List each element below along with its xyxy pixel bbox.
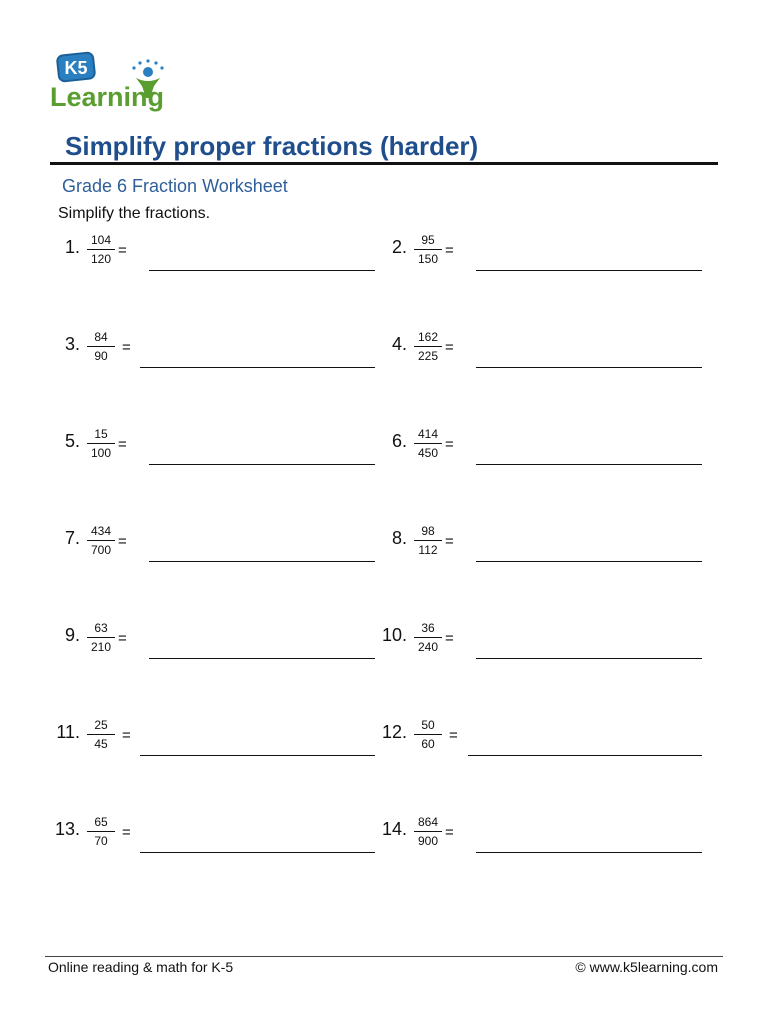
numerator: 25 <box>94 718 108 732</box>
equals-sign: = <box>445 339 454 356</box>
fraction <box>84 524 118 557</box>
denominator: 90 <box>94 349 108 363</box>
fraction <box>411 427 445 460</box>
denominator: 240 <box>417 640 439 654</box>
fraction <box>411 330 445 363</box>
problem-14 <box>377 815 707 859</box>
problem-number: 3. <box>64 334 80 354</box>
logo-badge-text: K5 <box>64 58 88 78</box>
fraction <box>84 718 118 751</box>
numerator: 63 <box>94 621 108 635</box>
fraction <box>84 330 118 363</box>
problem-1 <box>50 233 380 277</box>
problem-7 <box>50 524 380 568</box>
fraction <box>411 524 445 557</box>
equals-sign: = <box>118 242 127 259</box>
problem-13 <box>50 815 380 859</box>
equals-sign: = <box>122 339 131 356</box>
denominator: 450 <box>417 446 439 460</box>
numerator: 50 <box>421 718 435 732</box>
denominator: 700 <box>90 543 112 557</box>
fraction <box>84 815 118 848</box>
numerator: 84 <box>94 330 108 344</box>
footer-tagline: Online reading & math for K-5 <box>48 959 234 975</box>
fraction <box>411 621 445 654</box>
answer-line[interactable] <box>149 270 375 271</box>
problem-11 <box>50 718 380 762</box>
denominator: 225 <box>417 349 439 363</box>
problem-8 <box>377 524 707 568</box>
numerator: 65 <box>94 815 108 829</box>
page-title: Simplify proper fractions (harder) <box>65 131 479 161</box>
answer-line[interactable] <box>468 755 702 756</box>
answer-line[interactable] <box>140 367 375 368</box>
numerator: 15 <box>94 427 108 441</box>
fraction <box>411 233 445 266</box>
denominator: 900 <box>417 834 439 848</box>
answer-line[interactable] <box>476 658 702 659</box>
equals-sign: = <box>122 727 131 744</box>
numerator: 98 <box>421 524 435 538</box>
worksheet-subtitle: Grade 6 Fraction Worksheet <box>62 176 288 196</box>
answer-line[interactable] <box>140 755 375 756</box>
equals-sign: = <box>118 630 127 647</box>
problem-5 <box>50 427 380 471</box>
denominator: 70 <box>94 834 108 848</box>
equals-sign: = <box>445 824 454 841</box>
equals-sign: = <box>449 727 458 744</box>
problem-number: 2. <box>391 237 407 257</box>
denominator: 150 <box>417 252 439 266</box>
denominator: 60 <box>421 737 435 751</box>
denominator: 112 <box>418 543 438 557</box>
problem-number: 14. <box>381 819 407 839</box>
answer-line[interactable] <box>140 852 375 853</box>
equals-sign: = <box>118 533 127 550</box>
answer-line[interactable] <box>149 658 375 659</box>
fraction <box>411 815 445 848</box>
equals-sign: = <box>445 242 454 259</box>
footer-divider <box>45 956 723 957</box>
problem-number: 6. <box>391 431 407 451</box>
problem-9 <box>50 621 380 665</box>
logo-wordmark: Learning <box>50 82 165 112</box>
equals-sign: = <box>445 630 454 647</box>
problem-number: 5. <box>64 431 80 451</box>
equals-sign: = <box>445 533 454 550</box>
problem-number: 7. <box>64 528 80 548</box>
denominator: 120 <box>90 252 112 266</box>
answer-line[interactable] <box>476 367 702 368</box>
answer-line[interactable] <box>149 464 375 465</box>
instruction-text: Simplify the fractions. <box>58 205 211 222</box>
answer-line[interactable] <box>149 561 375 562</box>
problem-number: 1. <box>64 237 80 257</box>
equals-sign: = <box>122 824 131 841</box>
numerator: 864 <box>417 815 439 829</box>
problem-number: 11. <box>56 722 80 742</box>
denominator: 210 <box>90 640 112 654</box>
problem-4 <box>377 330 707 374</box>
denominator: 100 <box>90 446 112 460</box>
problem-number: 12. <box>381 722 407 742</box>
fraction <box>84 233 118 266</box>
equals-sign: = <box>445 436 454 453</box>
problem-number: 4. <box>391 334 407 354</box>
numerator: 36 <box>421 621 435 635</box>
numerator: 162 <box>417 330 439 344</box>
problem-number: 13. <box>54 819 80 839</box>
equals-sign: = <box>118 436 127 453</box>
problem-number: 8. <box>391 528 407 548</box>
denominator: 45 <box>94 737 108 751</box>
fraction <box>84 621 118 654</box>
answer-line[interactable] <box>476 464 702 465</box>
numerator: 434 <box>90 524 112 538</box>
numerator: 104 <box>90 233 112 247</box>
problem-3 <box>50 330 380 374</box>
fraction <box>411 718 445 751</box>
problem-12 <box>377 718 707 762</box>
problem-6 <box>377 427 707 471</box>
problem-number: 10. <box>381 625 407 645</box>
footer-copyright-link[interactable]: © www.k5learning.com <box>575 959 718 975</box>
problem-10 <box>377 621 707 665</box>
numerator: 414 <box>417 427 439 441</box>
answer-line[interactable] <box>476 270 702 271</box>
answer-line[interactable] <box>476 852 702 853</box>
answer-line[interactable] <box>476 561 702 562</box>
numerator: 95 <box>421 233 435 247</box>
problem-2 <box>377 233 707 277</box>
fraction <box>84 427 118 460</box>
problem-number: 9. <box>64 625 80 645</box>
